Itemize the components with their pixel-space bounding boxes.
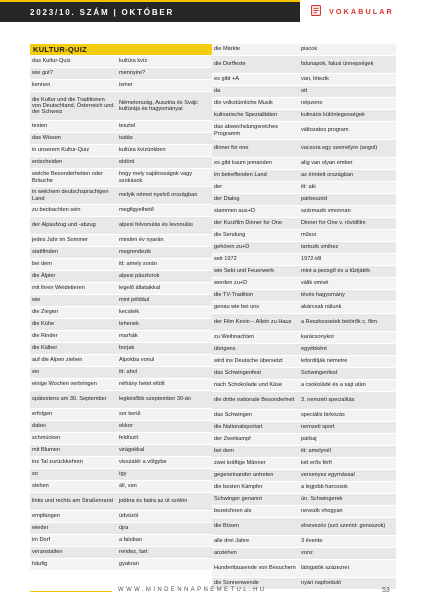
vocab-row	[212, 182, 396, 194]
german-term: wie Sekt und Feuerwerk	[214, 268, 275, 275]
hungarian-translation: származik vmonnan	[301, 208, 351, 215]
vocab-row	[212, 548, 396, 560]
hungarian-translation: látogatók százezrei	[301, 565, 349, 572]
vocab-row	[212, 158, 396, 170]
hungarian-translation: marhák	[119, 333, 138, 340]
german-term: die Älpler	[32, 273, 56, 280]
vocab-row	[30, 157, 214, 169]
hungarian-translation: két erős férfi	[301, 460, 332, 467]
vocab-row	[30, 145, 214, 157]
hungarian-translation: itt: amelynél	[301, 448, 331, 455]
hungarian-translation: a csokoládé és a sajt után	[301, 382, 366, 389]
hungarian-translation: vonz	[301, 550, 313, 557]
hungarian-translation: Németország, Ausztria és Svájc kultúrája és hagyományai	[119, 99, 198, 112]
german-term: die Kälber	[32, 345, 58, 352]
german-term: empfangen	[32, 513, 60, 520]
german-term: spätestens am 30. September	[32, 396, 107, 403]
german-term: die Kühe	[32, 321, 55, 328]
german-term: stattfinden	[32, 249, 58, 256]
table-title-row	[30, 44, 214, 56]
german-term: stammen aus+D	[214, 208, 255, 215]
hungarian-translation: alpesi felvonulás és levonulás	[119, 222, 194, 229]
german-term: gegeneinander antreten	[214, 472, 274, 479]
german-term: bei dem	[32, 261, 52, 268]
vocab-row	[212, 446, 396, 458]
footer-rule	[30, 591, 112, 592]
german-term: die Märkte	[214, 46, 241, 53]
vocab-row	[30, 295, 214, 307]
vocab-row	[30, 271, 214, 283]
hungarian-translation: legelő állataikkal	[119, 285, 161, 292]
vocab-row	[212, 356, 396, 368]
vocab-row	[30, 559, 214, 571]
issue-banner	[0, 2, 300, 22]
vocab-row	[30, 92, 214, 121]
vocab-row	[212, 368, 396, 380]
vocab-row	[30, 421, 214, 433]
hungarian-translation: ún. Schwingerek	[301, 496, 343, 503]
hungarian-translation: Dinner for One v. rövidfilm	[301, 220, 366, 227]
vocab-row	[30, 481, 214, 493]
german-term: die Dorffeste	[214, 61, 246, 68]
hungarian-translation: tesztel	[119, 123, 136, 130]
german-term: die dritte nationale Besonderheit	[214, 397, 295, 404]
vocab-row	[30, 283, 214, 295]
vocab-row	[212, 506, 396, 518]
hungarian-translation: megrendezik	[119, 249, 152, 256]
german-term: jedes Jahr im Sommer	[32, 237, 88, 244]
german-term: die Bösen	[214, 523, 239, 530]
german-term: dinner for one	[214, 145, 249, 152]
vocab-row	[212, 518, 396, 536]
german-term: im Dorf	[32, 537, 51, 544]
vocab-row	[30, 511, 214, 523]
vocab-row	[30, 247, 214, 259]
vocab-row	[212, 230, 396, 242]
hungarian-translation: minden év nyarán	[119, 237, 164, 244]
vocab-row	[212, 266, 396, 278]
hungarian-translation: gyakran	[119, 561, 139, 568]
book-icon	[311, 5, 321, 16]
vocab-row	[212, 422, 396, 434]
vocab-row	[30, 331, 214, 343]
hungarian-translation: borjak	[119, 345, 135, 352]
german-term: zu Weihnachten	[214, 334, 255, 341]
german-term: die Sendung	[214, 232, 246, 239]
vocab-row	[30, 319, 214, 331]
page-number: 53	[382, 586, 390, 594]
hungarian-translation: Alpokba vonul	[119, 357, 155, 364]
german-term: bei dem	[214, 448, 234, 455]
vocab-row	[212, 254, 396, 266]
german-term: anziehen	[214, 550, 237, 557]
german-term: es gibt kaum jemanden	[214, 160, 272, 167]
hungarian-translation: ott	[301, 88, 308, 95]
hungarian-translation: kecskék	[119, 309, 140, 316]
website-url: WWW.MINDENNAPNEMETUL.HU	[118, 587, 267, 593]
vocab-row	[30, 169, 214, 187]
vocab-row	[30, 205, 214, 217]
vocab-row	[212, 392, 396, 410]
vocab-row	[30, 547, 214, 559]
hungarian-translation: ekkor	[119, 423, 133, 430]
german-term: schmücken	[32, 435, 61, 442]
top-bar	[0, 0, 423, 22]
hungarian-translation: kulináris különlegességek	[301, 112, 365, 119]
vocab-row	[212, 344, 396, 356]
german-term: mit ihren Weidetieren	[32, 285, 85, 292]
vocab-row	[212, 560, 396, 578]
german-term: die besten Kämpfer	[214, 484, 263, 491]
hungarian-translation: a Reszkessetek betörők c. film	[301, 319, 377, 326]
vocab-row	[212, 332, 396, 344]
vocab-row	[212, 74, 396, 86]
vocab-row	[30, 469, 214, 481]
vocab-row	[212, 290, 396, 302]
hungarian-translation: az érintett országban	[301, 172, 354, 179]
vocab-row	[212, 380, 396, 392]
vocab-row	[30, 391, 214, 409]
german-term: auf die Alpen ziehen	[32, 357, 83, 364]
german-term: der Film Kevin – Allein zu Haus	[214, 319, 292, 326]
german-term: werden zu+D	[214, 280, 248, 287]
vocab-table-right	[212, 44, 396, 590]
german-term: seit 1972	[214, 256, 237, 263]
vocab-row	[30, 523, 214, 535]
german-term: wie gut?	[32, 70, 53, 77]
german-term: die Rinder	[32, 333, 58, 340]
german-term: mit Blumen	[32, 447, 60, 454]
german-term: da	[214, 88, 221, 95]
german-term: so	[32, 471, 38, 478]
hungarian-translation: melyik német nyelvű országban	[119, 192, 198, 199]
german-term: veranstalten	[32, 549, 63, 556]
hungarian-translation: van, létezik	[301, 76, 329, 83]
vocab-row	[212, 194, 396, 206]
hungarian-translation: rendez, tart	[119, 549, 148, 556]
vocab-row	[30, 68, 214, 80]
hungarian-translation: mennyire?	[119, 70, 146, 77]
german-term: erfolgen	[32, 411, 53, 418]
german-term: der Zweikampf	[214, 436, 251, 443]
hungarian-translation: újra	[119, 525, 129, 532]
german-term: kennen	[32, 82, 51, 89]
german-term: die volkstümliche Musik	[214, 100, 273, 107]
german-term: entscheiden	[32, 159, 63, 166]
hungarian-translation: válik vmivé	[301, 280, 329, 287]
hungarian-translation: elnevezés (szó szerint: gonoszok)	[301, 523, 386, 530]
german-term: genau wie bei uns	[214, 304, 260, 311]
german-term: das Wissen	[32, 135, 61, 142]
hungarian-translation: így	[119, 471, 127, 478]
hungarian-translation: nemzeti sport	[301, 424, 335, 431]
german-term: die Kultur und die Traditionen von Deutschland, Österreich und der Schweiz	[32, 96, 114, 116]
german-term: das Schwingenfest	[214, 370, 261, 377]
german-term: im betreffenden Land	[214, 172, 267, 179]
german-term: der Kurzfilm Dinner for One	[214, 220, 283, 227]
hungarian-translation: egyébként	[301, 346, 327, 353]
vocab-row	[212, 434, 396, 446]
vocab-row	[212, 98, 396, 110]
hungarian-translation: 1972-től	[301, 256, 322, 263]
vocab-row	[30, 217, 214, 235]
vocab-row	[212, 110, 396, 122]
hungarian-translation: feldíszít	[119, 435, 139, 442]
german-term: wieder	[32, 525, 49, 532]
german-term: bezeichnen als	[214, 508, 252, 515]
german-term: nach Schokolade und Käse	[214, 382, 283, 389]
german-term: kulinarische Spezialitäten	[214, 112, 278, 119]
vocab-row	[30, 367, 214, 379]
vocab-row	[30, 409, 214, 421]
table-title: KULTUR-QUIZ	[33, 45, 87, 54]
german-term: testen	[32, 123, 48, 130]
german-term: Hunderttausende von Besuchern	[214, 565, 296, 572]
vocab-row	[212, 314, 396, 332]
vocab-row	[212, 494, 396, 506]
hungarian-translation: falunapok, falusi ünnepségek	[301, 61, 374, 68]
german-term: das Kultur-Quiz	[32, 58, 71, 65]
section-title: VOKABULAR	[329, 7, 394, 16]
german-term: der	[214, 184, 223, 191]
hungarian-translation: nyári napforduló	[301, 580, 342, 587]
vocab-table-left	[30, 44, 214, 571]
hungarian-translation: megfigyelhető	[119, 207, 154, 214]
hungarian-translation: alpesi pásztorok	[119, 273, 160, 280]
hungarian-translation: Schwingenfest	[301, 370, 338, 377]
german-term: die Nationalsportart	[214, 424, 263, 431]
vocab-row	[212, 170, 396, 182]
hungarian-translation: áll, van	[119, 483, 137, 490]
hungarian-translation: kultúra kvíz	[119, 58, 148, 65]
vocab-row	[212, 86, 396, 98]
german-term: häufig	[32, 561, 48, 568]
issue-label: 2023/10. SZÁM | OKTÓBER	[30, 8, 175, 17]
hungarian-translation: üdvözöl	[119, 513, 139, 520]
vocab-row	[212, 218, 396, 230]
vocab-row	[212, 536, 396, 548]
hungarian-translation: ismer	[119, 82, 133, 89]
german-term: welche Besonderheiten oder Bräuche	[32, 171, 103, 184]
german-term: in unserem Kultur-Quiz	[32, 147, 90, 154]
hungarian-translation: tartozik vmihez	[301, 244, 339, 251]
hungarian-translation: versenyez egymással	[301, 472, 355, 479]
vocab-row	[212, 458, 396, 470]
vocab-row	[30, 80, 214, 92]
vocab-row	[30, 445, 214, 457]
german-term: gehören zu+D	[214, 244, 250, 251]
vocab-row	[212, 44, 396, 56]
hungarian-translation: akárcsak nálunk	[301, 304, 342, 311]
vocab-row	[212, 482, 396, 494]
hungarian-translation: eldönt	[119, 159, 135, 166]
german-term: zwei kräftige Männer	[214, 460, 266, 467]
vocab-row	[212, 122, 396, 140]
german-term: wie	[32, 297, 41, 304]
hungarian-translation: 3. nemzeti specialitás	[301, 397, 355, 404]
vocab-row	[30, 355, 214, 367]
german-term: in welchem deutschsprachigen Land	[32, 189, 109, 202]
vocab-row	[30, 121, 214, 133]
german-term: die Sonnenwende	[214, 580, 259, 587]
vocab-row	[212, 278, 396, 290]
german-term: zu beobachten sein	[32, 207, 81, 214]
hungarian-translation: néhány hetet eltölt	[119, 381, 165, 388]
hungarian-translation: piacok	[301, 46, 318, 53]
hungarian-translation: karácsonykor	[301, 334, 335, 341]
hungarian-translation: változatos program	[301, 127, 349, 134]
german-term: links und rechts am Straßenrand	[32, 498, 113, 505]
hungarian-translation: mint például	[119, 297, 150, 304]
hungarian-translation: hogy mely sajátosságok vagy szokások	[119, 171, 193, 184]
german-term: der Dialog	[214, 196, 240, 203]
hungarian-translation: itt: ahol	[119, 369, 138, 376]
german-term: dabei	[32, 423, 46, 430]
vocab-row	[30, 535, 214, 547]
hungarian-translation: tudás	[119, 135, 133, 142]
hungarian-translation: mint a pezsgő és a tűzijáték	[301, 268, 371, 275]
hungarian-translation: itt: amely során	[119, 261, 157, 268]
page-footer	[0, 585, 423, 595]
vocab-row	[212, 302, 396, 314]
german-term: stehen	[32, 483, 49, 490]
german-term: die Ziegen	[32, 309, 59, 316]
hungarian-translation: legkésőbb szeptember 30-án	[119, 396, 192, 403]
hungarian-translation: a legjobb harcosok	[301, 484, 348, 491]
german-term: einige Wochen verbringen	[32, 381, 97, 388]
hungarian-translation: jobbra és balra az út szélén	[119, 498, 188, 505]
hungarian-translation: 3 évente	[301, 538, 323, 545]
vocab-row	[212, 242, 396, 254]
hungarian-translation: párbaj	[301, 436, 317, 443]
hungarian-translation: vacsora egy személyre (angol)	[301, 145, 378, 152]
hungarian-translation: itt: aki	[301, 184, 316, 191]
german-term: es gibt +A	[214, 76, 240, 83]
vocab-row	[30, 433, 214, 445]
german-term: das abwechslungsreiches Programm	[214, 124, 279, 137]
german-term: Schwinger genannt	[214, 496, 262, 503]
vocab-row	[30, 343, 214, 355]
vocab-row	[30, 187, 214, 205]
vocab-row	[212, 410, 396, 422]
hungarian-translation: a faluban	[119, 537, 143, 544]
vocab-row	[212, 140, 396, 158]
hungarian-translation: sor kerül	[119, 411, 141, 418]
vocab-row	[212, 56, 396, 74]
vocab-row	[30, 457, 214, 469]
hungarian-translation: tehenek	[119, 321, 139, 328]
german-term: die TV-Tradition	[214, 292, 254, 299]
hungarian-translation: műsor	[301, 232, 317, 239]
german-term: wird ins Deutsche übersetzt	[214, 358, 283, 365]
vocab-row	[30, 235, 214, 247]
german-term: übrigens	[214, 346, 236, 353]
hungarian-translation: virágokkal	[119, 447, 145, 454]
german-term: alle drei Jahre	[214, 538, 250, 545]
vocab-row	[30, 56, 214, 68]
hungarian-translation: tévés hagyomány	[301, 292, 345, 299]
hungarian-translation: lefordítják németre	[301, 358, 348, 365]
vocab-row	[212, 206, 396, 218]
hungarian-translation: visszatér a völgybe	[119, 459, 167, 466]
hungarian-translation: párbeszéd	[301, 196, 328, 203]
vocab-row	[30, 307, 214, 319]
hungarian-translation: népzene	[301, 100, 323, 107]
german-term: ins Tal zurückkehren	[32, 459, 83, 466]
vocab-row	[30, 379, 214, 391]
vocab-row	[30, 493, 214, 511]
german-term: der Alpaufzug und -abzug	[32, 222, 96, 229]
vocab-row	[212, 470, 396, 482]
hungarian-translation: nevezik vhogyan	[301, 508, 343, 515]
german-term: wo	[32, 369, 40, 376]
hungarian-translation: alig van olyan ember	[301, 160, 353, 167]
hungarian-translation: speciális birkózás	[301, 412, 345, 419]
vocab-row	[30, 133, 214, 145]
hungarian-translation: kultúra kvízünkben	[119, 147, 166, 154]
vocab-row	[30, 259, 214, 271]
german-term: das Schwingen	[214, 412, 252, 419]
